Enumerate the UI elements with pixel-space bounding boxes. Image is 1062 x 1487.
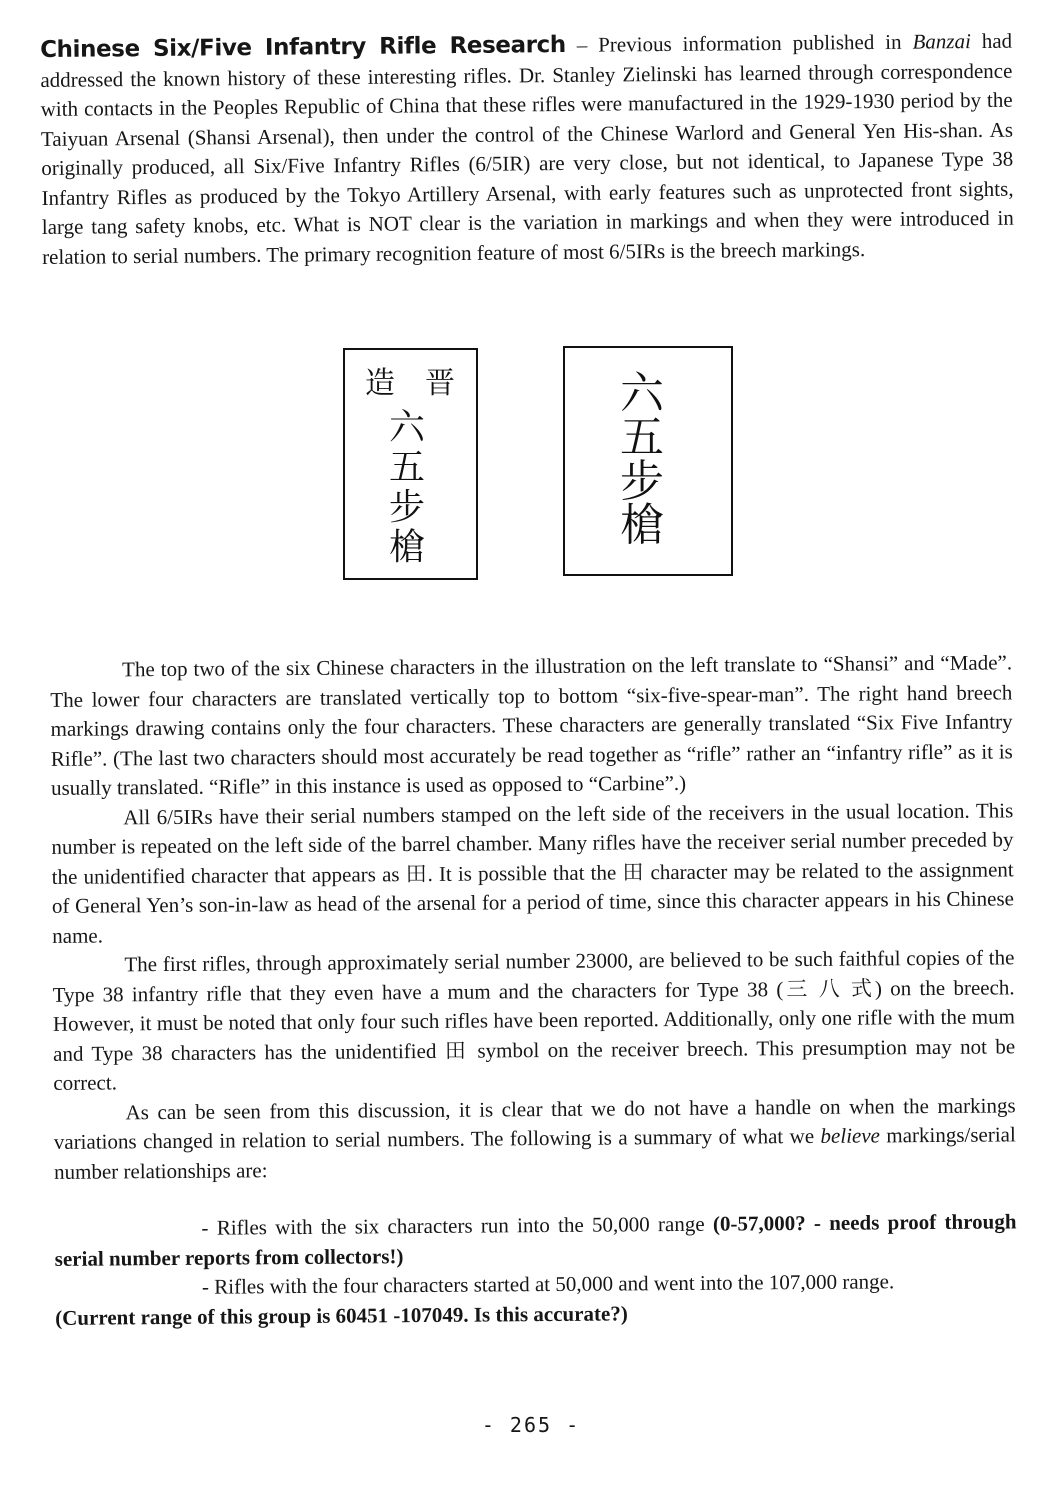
summary-item-six-characters (54, 1207, 1016, 1274)
paragraph-first-rifles (52, 943, 1015, 1098)
article-title: Chinese Six/Five Infantry Rifle Research (40, 31, 566, 63)
right-vertical-characters (620, 368, 664, 551)
p3-text-b: on the breech. However, it must be noted that only four such rifles have been reported. Additionally, only one rifle with the mum and Type 38 characters has the unidentified (52, 974, 1015, 1066)
tian-character: 田 (622, 859, 645, 884)
document-page (40, 28, 1017, 1333)
summary-item-four-characters (55, 1266, 1017, 1333)
tian-character: 田 (405, 861, 428, 886)
summary-list (54, 1207, 1017, 1333)
item-1-text: - Rifles with the six characters run into the 50,000 range (201, 1211, 713, 1240)
page-number: - 265 - (481, 1413, 581, 1437)
tian-character: 田 (444, 1038, 470, 1063)
char-spear: 槍 (389, 527, 426, 568)
paragraph-translation: The top two of the six Chinese characters in the illustration on the left translate to “Shansi” and “Made”. The lower four characters are translated vertically top to bottom “six-five-spear-man”. The right hand breech markings drawing contains only the four characters. These characters are generally translated “Six Five Infantry Rifle”. (The last two characters should most accurately be read together as “rifle” rather an “infantry rifle” as it is usually translated. “Rifle” in this instance is used as opposed to “Carbine”.) (50, 650, 1013, 800)
item-1-bold: (0-57,000? - needs proof through serial number reports from collectors!) (54, 1209, 1017, 1271)
body-text (40, 648, 1017, 1333)
p3-text-c: symbol on the receiver breech. This presumption may not be correct. (53, 1033, 1016, 1095)
char-shansi: 晋 (425, 366, 455, 401)
type-38-characters: (三 八 式) (776, 975, 883, 1001)
p4-text-b: markings/serial number relationships are: (53, 1122, 1016, 1184)
banzai-italic: Banzai (912, 29, 971, 54)
breech-markings-figure (40, 316, 1012, 656)
char-five: 五 (620, 412, 664, 463)
p2-text-a: All 6/5IRs have their serial numbers stamped on the left side of the receivers in the usual location. This number is repeated on the left side of the barrel chamber. Many rifles have the receiver serial number preceded by the unidentified character that appears as (51, 797, 1014, 889)
intro-text-1: Previous information published in (598, 29, 913, 57)
item-2-text: - Rifles with the four characters started at 50,000 and went into the 107,000 range. (201, 1269, 895, 1299)
title-separator: – (565, 32, 599, 57)
p3-text-a: The first rifles, through approximately serial number 23000, are believed to be such faithful copies of the Type 38 infantry rifle that they even have a mum and the characters for Type 38 (52, 945, 1015, 1007)
believe-italic: believe (820, 1123, 881, 1148)
char-step: 步 (389, 487, 426, 528)
char-six: 六 (389, 407, 426, 448)
intro-text-2: had addressed the known history of these interesting rifles. Dr. Stanley Zielinski has learned through correspondence with contacts in the Peoples Republic of China that these rifles were manufactured in the 1929-1930 period by the Taiyuan Arsenal (Shansi Arsenal), then under the control of the Chinese Warlord and General Yen His-shan. As originally produced, all Six/Five Infantry Rifles (6/5IR) are very close, but not identical, to Japanese Type 38 Infantry Rifles as produced by the Tokyo Artillery Arsenal, with early features such as unprotected front sights, large tang safety knobs, etc. What is NOT clear is the variation in markings and when they were introduced in relation to serial numbers. The primary recognition feature of most 6/5IRs is the breech markings. (40, 28, 1014, 269)
p4-text-a: As can be seen from this discussion, it is clear that we do not have a handle on when the markings variations changed in relation to serial numbers. The following is a summary of what we (53, 1092, 1016, 1154)
p2-text-b: . It is possible that the (427, 859, 623, 886)
intro-paragraph (40, 27, 1014, 272)
char-six: 六 (620, 368, 664, 419)
six-character-marking-box (343, 348, 478, 580)
paragraph-summary-intro (53, 1091, 1016, 1187)
char-made: 造 (365, 366, 395, 401)
paragraph-serial-location (51, 796, 1014, 951)
p2-text-c: character may be related to the assignment of General Yen’s son-in-law as head of the arsenal for a period of time, since this character appears in his Chinese name. (51, 856, 1015, 948)
four-character-marking-box (563, 346, 733, 576)
item-2-bold: (Current range of this group is 60451 -107049. Is this accurate?) (55, 1300, 628, 1330)
char-spear: 槍 (620, 500, 664, 551)
char-step: 步 (620, 456, 664, 507)
left-vertical-characters (389, 408, 425, 568)
char-five: 五 (389, 447, 426, 488)
